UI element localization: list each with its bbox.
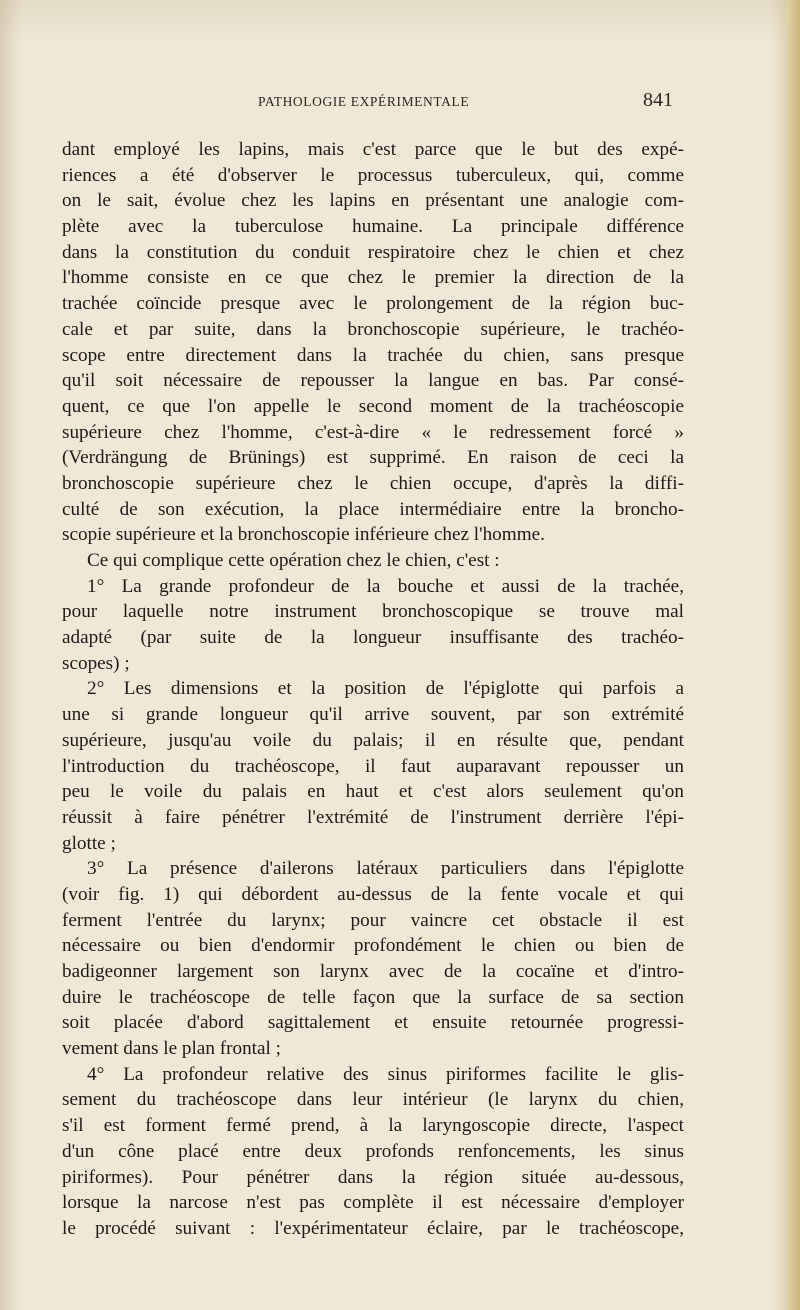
text-line: Ce qui complique cette opération chez le chien, c'est : <box>87 550 500 571</box>
text-line: d'un cône placé entre deux profonds renfoncements, les sinus <box>62 1140 684 1162</box>
text-line: scope entre directement dans la trachée du chien, sans presque <box>62 344 684 366</box>
text-line: ferment l'entrée du larynx; pour vaincre cet obstacle il est <box>62 909 684 931</box>
text-line: duire le trachéoscope de telle façon que la surface de sa section <box>62 986 684 1008</box>
text-line: badigeonner largement son larynx avec de la cocaïne et d'intro- <box>62 961 684 982</box>
text-line: peu le voile du palais en haut et c'est alors seulement qu'on <box>62 781 684 803</box>
text-line: 4° La profondeur relative des sinus piriformes facilite le glis- <box>87 1063 684 1085</box>
text-line: une si grande longueur qu'il arrive souvent, par son extrémité <box>62 704 684 726</box>
text-line: plète avec la tuberculose humaine. La principale différence <box>62 216 684 238</box>
text-line: qu'il soit nécessaire de repousser la langue en bas. Par consé- <box>62 370 684 392</box>
text-line: quent, ce que l'on appelle le second moment de la trachéoscopie <box>62 395 684 417</box>
text-line: soit placée d'abord sagittalement et ensuite retournée progressi- <box>62 1012 684 1034</box>
text-line: piriformes). Pour pénétrer dans la région située au-dessous, <box>62 1166 684 1188</box>
text-line: vement dans le plan frontal ; <box>62 1038 281 1060</box>
text-line: glotte ; <box>62 832 116 854</box>
text-line: dans la constitution du conduit respiratoire chez le chien et chez <box>62 241 684 263</box>
page-edge <box>786 0 800 1310</box>
text-line: cale et par suite, dans la bronchoscopie supérieure, le trachéo- <box>62 318 684 340</box>
text-line: supérieure, jusqu'au voile du palais; il en résulte que, pendant <box>62 729 684 751</box>
body-text <box>62 137 684 1242</box>
text-line: lorsque la narcose n'est pas complète il est nécessaire d'employer <box>62 1192 684 1214</box>
page-header <box>0 89 800 116</box>
text-line: l'introduction du trachéoscope, il faut auparavant repousser un <box>62 755 684 777</box>
running-head: PATHOLOGIE EXPÉRIMENTALE <box>258 94 470 109</box>
text-line: dant employé les lapins, mais c'est parce que le but des expé- <box>62 139 684 160</box>
text-line: 1° La grande profondeur de la bouche et aussi de la trachée, <box>87 575 684 597</box>
text-line: 2° Les dimensions et la position de l'épiglotte qui parfois a <box>87 678 684 700</box>
text-line: sement du trachéoscope dans leur intérieur (le larynx du chien, <box>62 1089 684 1111</box>
text-line: adapté (par suite de la longueur insuffisante des trachéo- <box>62 627 684 649</box>
text-line: s'il est forment fermé prend, à la laryngoscopie directe, l'aspect <box>62 1115 684 1137</box>
text-line: on le sait, évolue chez les lapins en présentant une analogie com- <box>62 190 684 212</box>
text-line: (Verdrängung de Brünings) est supprimé. En raison de ceci la <box>62 447 684 469</box>
text-line: culté de son exécution, la place intermédiaire entre la broncho- <box>62 498 684 520</box>
page-number: 841 <box>643 89 673 111</box>
text-line: bronchoscopie supérieure chez le chien occupe, d'après la diffi- <box>62 472 684 494</box>
text-line: scopes) ; <box>62 652 130 674</box>
text-line: nécessaire ou bien d'endormir profondément le chien ou bien de <box>62 935 684 957</box>
text-line: riences a été d'observer le processus tuberculeux, qui, comme <box>62 164 684 186</box>
text-line: le procédé suivant : l'expérimentateur éclaire, par le trachéoscope, <box>62 1217 684 1239</box>
text-line: supérieure chez l'homme, c'est-à-dire « le redressement forcé » <box>62 421 684 443</box>
text-line: scopie supérieure et la bronchoscopie inférieure chez l'homme. <box>62 524 545 546</box>
text-line: réussit à faire pénétrer l'extrémité de l'instrument derrière l'épi- <box>62 806 684 828</box>
text-line: l'homme consiste en ce que chez le premier la direction de la <box>62 267 684 289</box>
text-line: 3° La présence d'ailerons latéraux particuliers dans l'épiglotte <box>87 858 684 880</box>
text-line: pour laquelle notre instrument bronchoscopique se trouve mal <box>62 601 684 623</box>
text-line: trachée coïncide presque avec le prolongement de la région buc- <box>62 293 684 315</box>
text-line: (voir fig. 1) qui débordent au-dessus de la fente vocale et qui <box>62 883 684 905</box>
